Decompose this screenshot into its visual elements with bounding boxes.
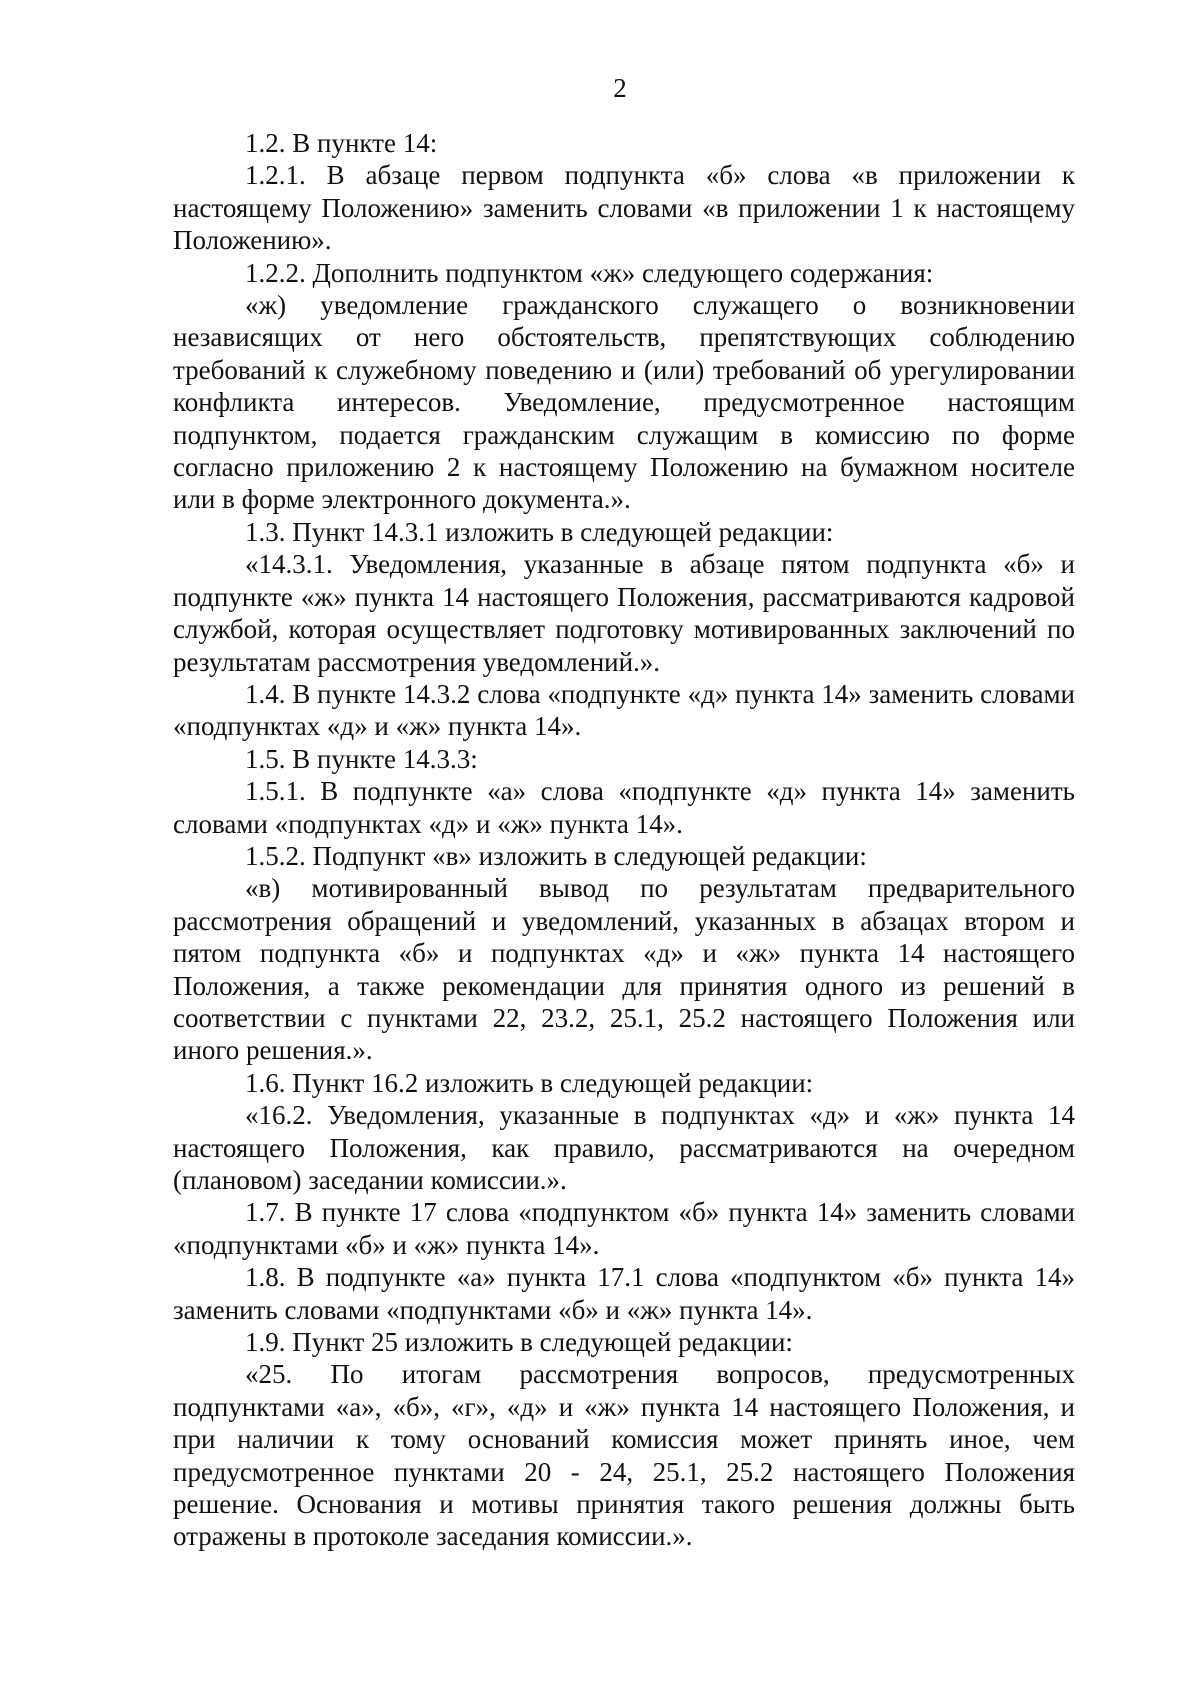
paragraph-16-2: «16.2. Уведомления, указанные в подпунктах «д» и «ж» пункта 14 настоящего Положения, как правило, рассматриваются на очередном (плановом) заседании комиссии.». bbox=[173, 1100, 1075, 1195]
paragraph-subclause-zh: «ж) уведомление гражданского служащего о возникновении независящих от него обстоятельств, препятствующих соблюдению требований к служебному поведению и (или) требований об урегулировании конфликта интересов. Уведомление, предусмотренное настоящим подпунктом, подается гражданским служащим в комиссию по форме согласно приложению 2 к настоящему Положению на бумажном носителе или в форме электронного документа.». bbox=[173, 290, 1075, 515]
paragraph-1-2-1: 1.2.1. В абзаце первом подпункта «б» слова «в приложении к настоящему Положению» заменить словами «в приложении 1 к настоящему Положению». bbox=[173, 160, 1075, 256]
document-body bbox=[173, 127, 1075, 1553]
paragraph-1-8: 1.8. В подпункте «а» пункта 17.1 слова «подпунктом «б» пункта 14» заменить словами «подпунктами «б» и «ж» пункта 14». bbox=[173, 1262, 1075, 1325]
paragraph-1-2: 1.2. В пункте 14: bbox=[245, 128, 438, 158]
paragraph-1-3: 1.3. Пункт 14.3.1 изложить в следующей редакции: bbox=[245, 516, 834, 547]
paragraph-14-3-1: «14.3.1. Уведомления, указанные в абзаце пятом подпункта «б» и подпункте «ж» пункта 14 настоящего Положения, рассматриваются кадровой службой, которая осуществляет подготовку мотивированных заключений по результатам рассмотрения уведомлений.». bbox=[173, 549, 1075, 677]
page-number: 2 bbox=[613, 73, 627, 103]
paragraph-1-9: 1.9. Пункт 25 изложить в следующей редакции: bbox=[245, 1327, 793, 1358]
paragraph-25: «25. По итогам рассмотрения вопросов, предусмотренных подпунктами «а», «б», «г», «д» и «ж» пункта 14 настоящего Положения, и при наличии к тому оснований комиссия может принять иное, чем предусмотренное пунктами 20 - 24, 25.1, 25.2 настоящего Положения решение. Основания и мотивы принятия такого решения должны быть отражены в протоколе заседания комиссии.». bbox=[173, 1359, 1075, 1552]
paragraph-subclause-v: «в) мотивированный вывод по результатам предварительного рассмотрения обращений и уведомлений, указанных в абзацах втором и пятом подпункта «б» и подпунктах «д» и «ж» пункта 14 настоящего Положения, а также рекомендации для принятия одного из решений в соответствии с пунктами 22, 23.2, 25.1, 25.2 настоящего Положения или иного решения.». bbox=[173, 873, 1075, 1066]
paragraph-1-5-1: 1.5.1. В подпункте «а» слова «подпункте «д» пункта 14» заменить словами «подпунктах «д» и «ж» пункта 14». bbox=[173, 776, 1075, 839]
paragraph-1-5-2: 1.5.2. Подпункт «в» изложить в следующей редакции: bbox=[245, 840, 867, 871]
paragraph-1-6: 1.6. Пункт 16.2 изложить в следующей редакции: bbox=[245, 1067, 814, 1098]
paragraph-1-5: 1.5. В пункте 14.3.3: bbox=[245, 743, 478, 774]
paragraph-1-4: 1.4. В пункте 14.3.2 слова «подпункте «д» пункта 14» заменить словами «подпунктах «д» и «ж» пункта 14». bbox=[173, 678, 1075, 742]
paragraph-1-2-2: 1.2.2. Дополнить подпунктом «ж» следующего содержания: bbox=[245, 257, 934, 288]
paragraph-1-7: 1.7. В пункте 17 слова «подпунктом «б» пункта 14» заменить словами «подпунктами «б» и «ж» пункта 14». bbox=[173, 1197, 1075, 1260]
